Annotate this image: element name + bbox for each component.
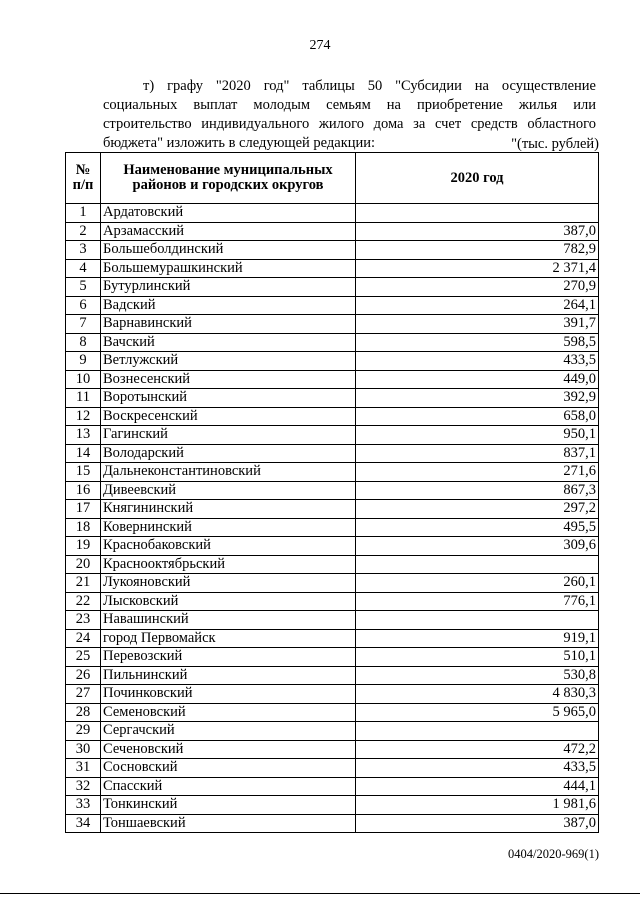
row-number: 5 bbox=[66, 278, 101, 297]
table-row bbox=[66, 259, 599, 278]
row-name: Лысковский bbox=[101, 592, 356, 611]
row-name: Краснобаковский bbox=[101, 537, 356, 556]
row-name: Большемурашкинский bbox=[101, 259, 356, 278]
table-row bbox=[66, 278, 599, 297]
row-number: 26 bbox=[66, 666, 101, 685]
row-number: 2 bbox=[66, 222, 101, 241]
row-number: 17 bbox=[66, 500, 101, 519]
row-value: 387,0 bbox=[356, 814, 599, 833]
subsidy-table bbox=[65, 152, 599, 833]
row-name: Сергачский bbox=[101, 722, 356, 741]
row-number: 6 bbox=[66, 296, 101, 315]
row-name: Ковернинский bbox=[101, 518, 356, 537]
row-number: 21 bbox=[66, 574, 101, 593]
row-number: 23 bbox=[66, 611, 101, 630]
row-number: 31 bbox=[66, 759, 101, 778]
row-value bbox=[356, 722, 599, 741]
row-number: 3 bbox=[66, 241, 101, 260]
row-value: 297,2 bbox=[356, 500, 599, 519]
table-row bbox=[66, 759, 599, 778]
header-number: № п/п bbox=[66, 153, 101, 204]
row-value: 2 371,4 bbox=[356, 259, 599, 278]
row-number: 16 bbox=[66, 481, 101, 500]
table-row bbox=[66, 204, 599, 223]
row-value: 264,1 bbox=[356, 296, 599, 315]
table-row bbox=[66, 537, 599, 556]
row-name: Лукояновский bbox=[101, 574, 356, 593]
row-number: 4 bbox=[66, 259, 101, 278]
row-value: 472,2 bbox=[356, 740, 599, 759]
row-number: 32 bbox=[66, 777, 101, 796]
row-name: Спасский bbox=[101, 777, 356, 796]
table-row bbox=[66, 796, 599, 815]
table-row bbox=[66, 389, 599, 408]
row-number: 34 bbox=[66, 814, 101, 833]
row-number: 1 bbox=[66, 204, 101, 223]
table-row bbox=[66, 407, 599, 426]
row-number: 28 bbox=[66, 703, 101, 722]
row-name: Починковский bbox=[101, 685, 356, 704]
row-value: 495,5 bbox=[356, 518, 599, 537]
row-name: Вадский bbox=[101, 296, 356, 315]
row-number: 10 bbox=[66, 370, 101, 389]
table-row bbox=[66, 740, 599, 759]
row-number: 24 bbox=[66, 629, 101, 648]
row-value: 260,1 bbox=[356, 574, 599, 593]
table-row bbox=[66, 444, 599, 463]
header-year: 2020 год bbox=[356, 153, 599, 204]
row-value bbox=[356, 611, 599, 630]
amendment-paragraph: т) графу "2020 год" таблицы 50 "Субсидии на осуществление социальных выплат молодым семьям на приобретение жилья или строительство индивидуального жилого дома за счет средств областного бюджета" изложить в следующей редакции: bbox=[103, 77, 596, 151]
row-value: 919,1 bbox=[356, 629, 599, 648]
row-value: 658,0 bbox=[356, 407, 599, 426]
row-number: 8 bbox=[66, 333, 101, 352]
row-name: Вачский bbox=[101, 333, 356, 352]
row-number: 33 bbox=[66, 796, 101, 815]
table-row bbox=[66, 463, 599, 482]
table-body bbox=[66, 204, 599, 833]
row-value: 510,1 bbox=[356, 648, 599, 667]
table-row bbox=[66, 629, 599, 648]
table-row bbox=[66, 296, 599, 315]
table-row bbox=[66, 333, 599, 352]
row-name: Ветлужский bbox=[101, 352, 356, 371]
row-name: Краснооктябрьский bbox=[101, 555, 356, 574]
row-value bbox=[356, 555, 599, 574]
row-value: 391,7 bbox=[356, 315, 599, 334]
row-number: 7 bbox=[66, 315, 101, 334]
document-code: 0404/2020-969(1) bbox=[508, 847, 599, 861]
row-value: 4 830,3 bbox=[356, 685, 599, 704]
row-name: Тонкинский bbox=[101, 796, 356, 815]
row-name: Семеновский bbox=[101, 703, 356, 722]
row-value: 309,6 bbox=[356, 537, 599, 556]
table-row bbox=[66, 648, 599, 667]
row-number: 12 bbox=[66, 407, 101, 426]
row-value: 271,6 bbox=[356, 463, 599, 482]
row-value: 5 965,0 bbox=[356, 703, 599, 722]
row-value: 433,5 bbox=[356, 759, 599, 778]
table-row bbox=[66, 777, 599, 796]
row-name: Вознесенский bbox=[101, 370, 356, 389]
table-header-row bbox=[66, 153, 599, 204]
row-number: 9 bbox=[66, 352, 101, 371]
page-edge-line bbox=[0, 893, 640, 894]
row-value: 598,5 bbox=[356, 333, 599, 352]
header-name: Наименование муниципальных районов и городских округов bbox=[101, 153, 356, 204]
row-name: Навашинский bbox=[101, 611, 356, 630]
row-name: Княгининский bbox=[101, 500, 356, 519]
table-row bbox=[66, 703, 599, 722]
table-row bbox=[66, 722, 599, 741]
row-value: 387,0 bbox=[356, 222, 599, 241]
row-value bbox=[356, 204, 599, 223]
row-name: Воскресенский bbox=[101, 407, 356, 426]
row-name: Дивеевский bbox=[101, 481, 356, 500]
row-name: Володарский bbox=[101, 444, 356, 463]
table-row bbox=[66, 352, 599, 371]
row-name: Пильнинский bbox=[101, 666, 356, 685]
row-value: 867,3 bbox=[356, 481, 599, 500]
row-value: 776,1 bbox=[356, 592, 599, 611]
table-row bbox=[66, 685, 599, 704]
row-name: Воротынский bbox=[101, 389, 356, 408]
table-row bbox=[66, 315, 599, 334]
row-number: 19 bbox=[66, 537, 101, 556]
row-name: Сеченовский bbox=[101, 740, 356, 759]
row-number: 27 bbox=[66, 685, 101, 704]
table-row bbox=[66, 500, 599, 519]
units-note: "(тыс. рублей) bbox=[511, 136, 599, 152]
row-number: 20 bbox=[66, 555, 101, 574]
row-value: 270,9 bbox=[356, 278, 599, 297]
row-number: 15 bbox=[66, 463, 101, 482]
page-number: 274 bbox=[309, 38, 331, 53]
table-row bbox=[66, 426, 599, 445]
row-number: 13 bbox=[66, 426, 101, 445]
table-row bbox=[66, 611, 599, 630]
table-row bbox=[66, 222, 599, 241]
row-name: Гагинский bbox=[101, 426, 356, 445]
row-value: 782,9 bbox=[356, 241, 599, 260]
row-value: 449,0 bbox=[356, 370, 599, 389]
row-value: 433,5 bbox=[356, 352, 599, 371]
table-row bbox=[66, 370, 599, 389]
row-name: Дальнеконстантиновский bbox=[101, 463, 356, 482]
row-number: 30 bbox=[66, 740, 101, 759]
row-value: 530,8 bbox=[356, 666, 599, 685]
row-value: 950,1 bbox=[356, 426, 599, 445]
row-number: 25 bbox=[66, 648, 101, 667]
row-name: Большеболдинский bbox=[101, 241, 356, 260]
row-value: 1 981,6 bbox=[356, 796, 599, 815]
row-name: город Первомайск bbox=[101, 629, 356, 648]
row-value: 392,9 bbox=[356, 389, 599, 408]
row-name: Сосновский bbox=[101, 759, 356, 778]
row-number: 22 bbox=[66, 592, 101, 611]
row-number: 18 bbox=[66, 518, 101, 537]
row-name: Арзамасский bbox=[101, 222, 356, 241]
table-row bbox=[66, 518, 599, 537]
row-value: 837,1 bbox=[356, 444, 599, 463]
row-name: Перевозский bbox=[101, 648, 356, 667]
table-row bbox=[66, 555, 599, 574]
row-name: Варнавинский bbox=[101, 315, 356, 334]
table-row bbox=[66, 574, 599, 593]
row-number: 29 bbox=[66, 722, 101, 741]
table-row bbox=[66, 592, 599, 611]
row-number: 14 bbox=[66, 444, 101, 463]
table-row bbox=[66, 481, 599, 500]
table-row bbox=[66, 241, 599, 260]
row-value: 444,1 bbox=[356, 777, 599, 796]
row-number: 11 bbox=[66, 389, 101, 408]
row-name: Бутурлинский bbox=[101, 278, 356, 297]
table-row bbox=[66, 814, 599, 833]
row-name: Ардатовский bbox=[101, 204, 356, 223]
row-name: Тоншаевский bbox=[101, 814, 356, 833]
table-row bbox=[66, 666, 599, 685]
